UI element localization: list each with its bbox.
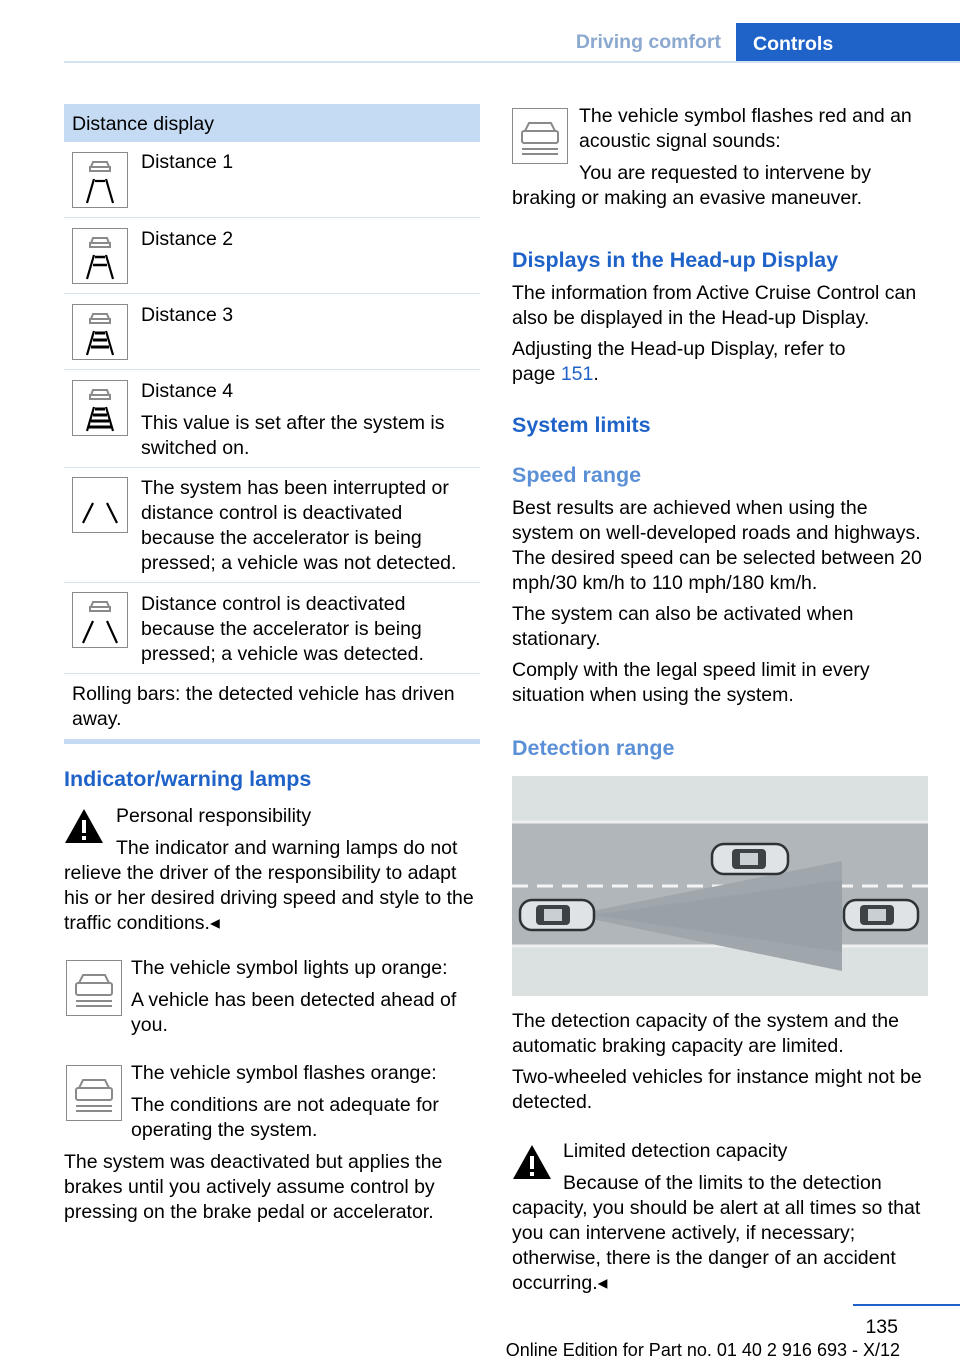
table-footnote: Rolling bars: the detected vehicle has driven away. (72, 683, 455, 730)
limited-text: Because of the limits to the detection capacity, you should be alert at all times so that you can intervene actively, if necessary; otherwise, there is the danger of an accident occurring.◂ (512, 1172, 921, 1294)
row-divider (64, 673, 480, 674)
lane-lines-icon (72, 477, 128, 533)
page-link[interactable]: 151 (560, 363, 594, 385)
vehicle-orange-icon (66, 960, 122, 1016)
hud-heading: Displays in the Head-up Display (512, 248, 839, 272)
flash-orange-text: The conditions are not adequate for operating the system. (131, 1094, 439, 1141)
vehicle-lane-lines-icon (72, 592, 128, 648)
table-row-5-text: The system has been interrupted or distance control is deactivated because the accelerator is being pressed; a vehicle was not detected. (141, 477, 457, 574)
hud-text: The information from Active Cruise Control can also be displayed in the Head-up Display. (512, 282, 917, 329)
hud-adjust: Adjusting the Head-up Display, refer to page 151. (512, 338, 846, 385)
detection-text-2: Two-wheeled vehicles for instance might not be detected. (512, 1066, 922, 1113)
page-number: 135 (865, 1316, 898, 1338)
car-icon (844, 900, 918, 930)
row-divider (64, 293, 480, 294)
speed-text-2: The system can also be activated when stationary. (512, 603, 854, 650)
car-icon (712, 844, 788, 874)
row-divider (64, 467, 480, 468)
edition-info: Online Edition for Part no. 01 40 2 916 693 - X/12 (505, 1340, 900, 1360)
speed-text-1: Best results are achieved when using the system on well-developed roads and highways. The desired speed can be selected between 20 mph/30 km/h to 110 mph/180 km/h. (512, 497, 922, 594)
distance-1-icon (72, 152, 128, 208)
detection-text-1: The detection capacity of the system and the automatic braking capacity are limited. (512, 1010, 899, 1057)
detection-block (512, 1009, 932, 1121)
red-text: You are requested to intervene by braking or making an evasive maneuver. (512, 162, 871, 209)
orange-block (131, 956, 481, 1038)
speed-text-3: Comply with the legal speed limit in every situation when using the system. (512, 659, 870, 706)
table-row-4-text: Distance 4 This value is set after the system is switched on. (141, 380, 445, 459)
footer-rule (853, 1304, 960, 1306)
red-title: The vehicle symbol flashes red and an acoustic signal sounds: (579, 105, 912, 152)
row-divider (64, 217, 480, 218)
orange-text: A vehicle has been detected ahead of you. (131, 989, 457, 1036)
row-divider (64, 582, 480, 583)
table-end-bar (64, 739, 480, 744)
vehicle-red-icon (512, 108, 568, 164)
table-row-3-text: Distance 3 (141, 304, 234, 326)
table-row-6-text: Distance control is deactivated because the accelerator is being pressed; a vehicle was detected. (141, 593, 424, 665)
flash-orange-block (131, 1061, 481, 1143)
orange-title: The vehicle symbol lights up orange: (131, 957, 448, 979)
car-icon (520, 900, 594, 930)
table-heading (64, 104, 480, 142)
table-heading-label: Distance display (72, 113, 214, 135)
distance-4-icon (72, 380, 128, 436)
speed-block (512, 496, 932, 714)
warning-title: Personal responsibility (116, 805, 312, 827)
distance-2-icon (72, 228, 128, 284)
warning-text: The indicator and warning lamps do not relieve the driver of the responsibility to adapt his or her desired driving speed and style to the traffic conditions.◂ (64, 837, 474, 934)
table-row-2-text: Distance 2 (141, 228, 234, 250)
limited-title: Limited detection capacity (563, 1140, 788, 1162)
detection-range-heading: Detection range (512, 736, 675, 760)
deactivated-text: The system was deactivated but applies the brakes until you actively assume control by pressing on the brake pedal or accelerator. (64, 1151, 443, 1223)
header-tab-label: Controls (753, 33, 834, 55)
indicator-lamps-heading: Indicator/warning lamps (64, 767, 312, 791)
speed-range-heading: Speed range (512, 463, 642, 487)
row-divider (64, 369, 480, 370)
system-limits-heading: System limits (512, 413, 651, 437)
vehicle-flashing-orange-icon (66, 1065, 122, 1121)
hud-block (512, 281, 932, 393)
header-rule (64, 61, 960, 63)
distance-3-icon (72, 304, 128, 360)
detection-range-illustration (512, 776, 928, 996)
header-tab-controls[interactable] (736, 23, 960, 63)
table-row-1-text: Distance 1 (141, 151, 234, 173)
flash-orange-title: The vehicle symbol flashes orange: (131, 1062, 437, 1084)
header-section-title: Driving comfort (575, 31, 721, 53)
